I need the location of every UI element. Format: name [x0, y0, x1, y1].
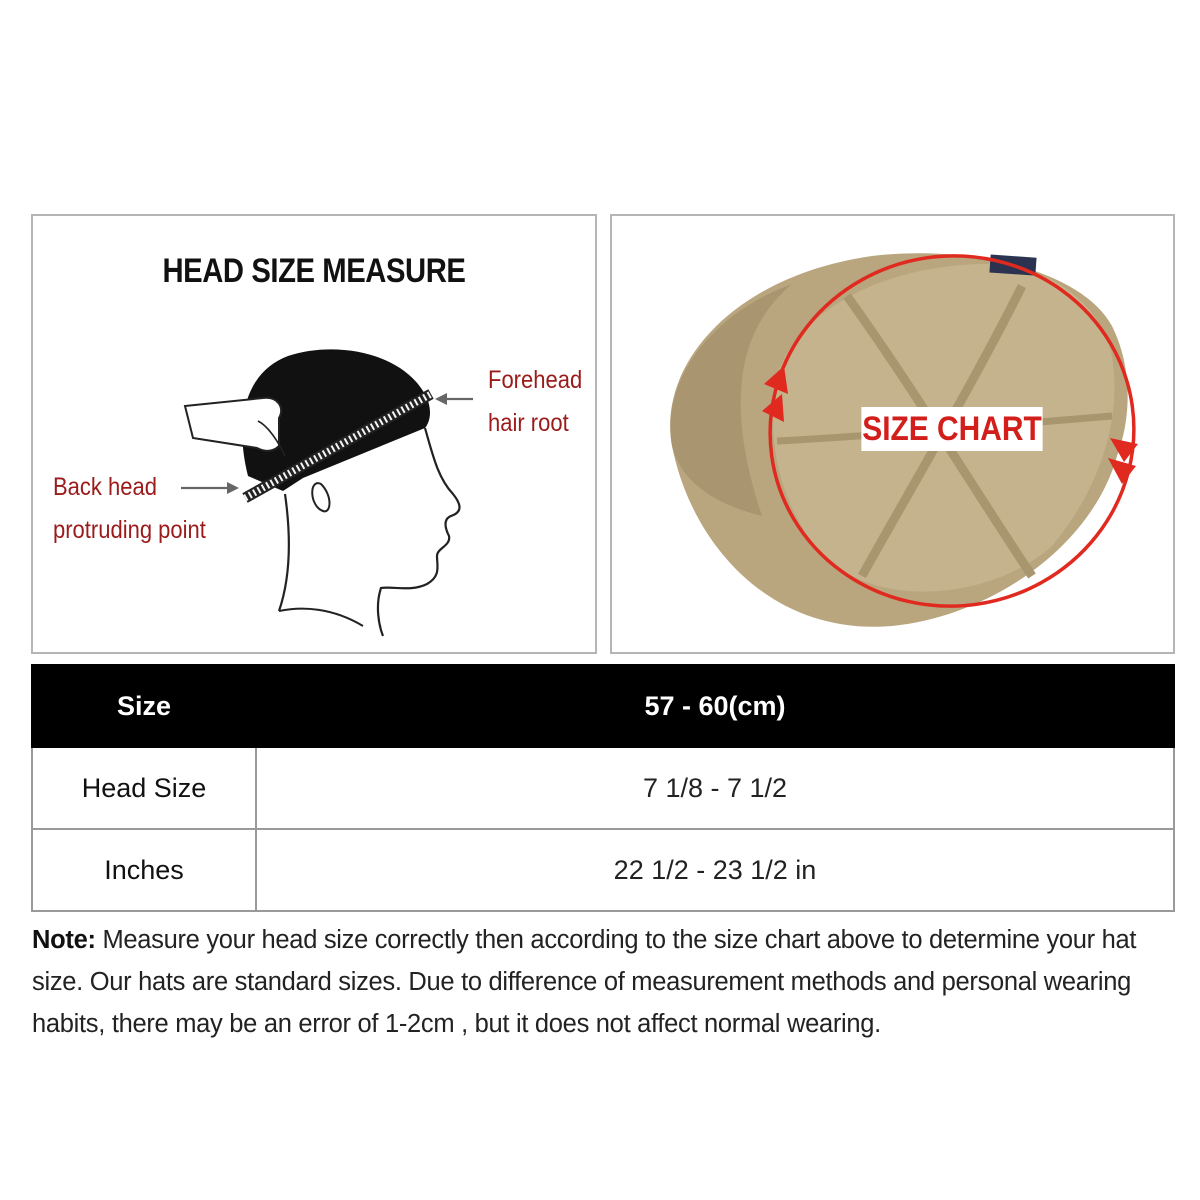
hand — [185, 398, 281, 451]
table-row — [32, 747, 1174, 829]
size-chart-label: SIZE CHART — [861, 407, 1042, 451]
forehead-hair-root-label — [488, 359, 582, 445]
neck-outline — [279, 494, 289, 611]
header-size-label: Size — [32, 665, 256, 747]
head-measure-panel — [31, 214, 597, 654]
cap-photo-panel — [610, 214, 1175, 654]
measure-title: HEAD SIZE MEASURE — [162, 252, 466, 290]
row-label-head-size: Head Size — [32, 747, 256, 829]
forehead-label-line2: hair root — [488, 409, 569, 437]
face-outline — [378, 428, 460, 636]
back-head-point-label — [53, 466, 206, 552]
table-row — [32, 829, 1174, 911]
forehead-label-line1: Forehead — [488, 366, 583, 394]
size-note — [32, 919, 1182, 1045]
back-label-line1: Back head — [53, 473, 157, 501]
note-prefix: Note: — [32, 926, 96, 954]
row-label-inches: Inches — [32, 829, 256, 911]
size-table — [31, 664, 1175, 912]
note-text: Measure your head size correctly then according to the size chart above to determine your hat size. Our hats are standard sizes. Due to difference of measurement methods and personal wearing habits, there may be an error of 1-2cm , but it does not affect normal wearing. — [32, 926, 1137, 1038]
back-label-line2: protruding point — [53, 516, 206, 544]
row-value-head-size: 7 1/8 - 7 1/2 — [256, 747, 1174, 829]
row-value-inches: 22 1/2 - 23 1/2 in — [256, 829, 1174, 911]
ear — [312, 483, 329, 511]
header-size-value: 57 - 60(cm) — [256, 665, 1174, 747]
table-header-row — [32, 665, 1174, 747]
